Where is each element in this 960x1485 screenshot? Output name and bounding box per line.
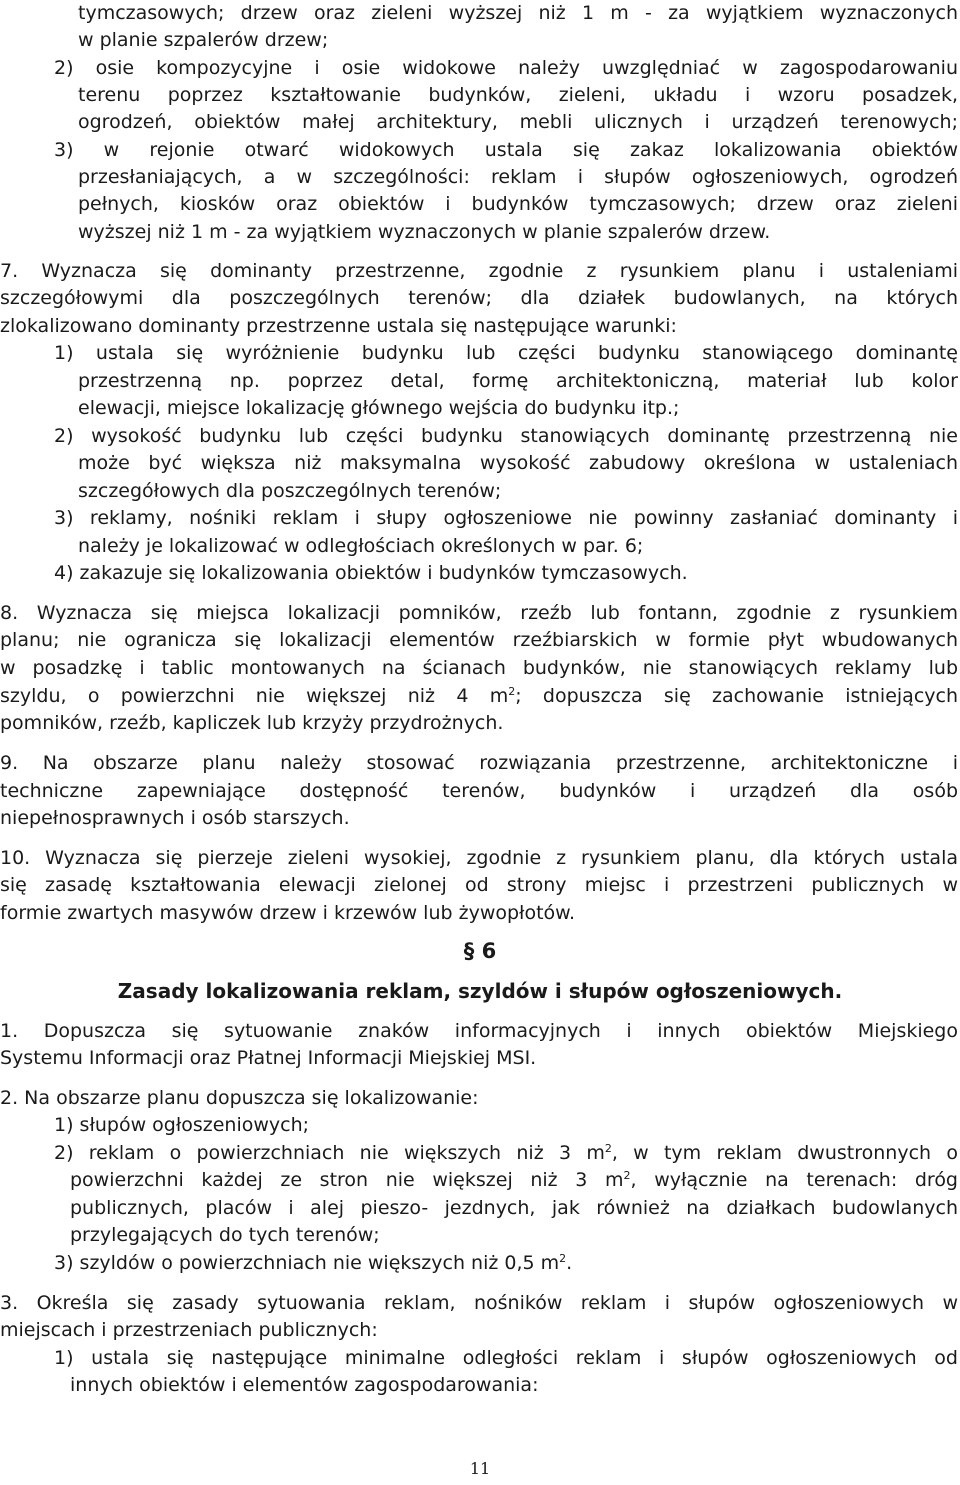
text-line: 7. Wyznacza się dominanty przestrzenne, zgodnie z rysunkiem planu i ustaleniami [0,260,958,282]
superscript-2: 2 [604,1142,612,1155]
text-line: formie zwartych masywów drzew i krzewów lub żywopłotów. [0,902,575,924]
text-line: innych obiektów i elementów zagospodarowania: [70,1374,539,1396]
text-line: przesłaniających, a w szczególności: reklam i słupów ogłoszeniowych, ogrodzeń [78,166,958,188]
text-line: szyldu, o powierzchni nie większej niż 4 $m^2$; dopuszcza się zachowanie istniejących [0,685,958,707]
text-line: techniczne zapewniające dostępność terenów, budynków i urządzeń dla osób [0,780,958,802]
text-line: niepełnosprawnych i osób starszych. [0,807,350,829]
superscript-2: 2 [623,1169,631,1182]
text-line: 8. Wyznacza się miejsca lokalizacji pomników, rzeźb lub fontann, zgodnie z rysunkiem [0,602,958,624]
text-line: 2. Na obszarze planu dopuszcza się lokalizowanie: [0,1087,479,1109]
text-line: 10. Wyznacza się pierzeje zieleni wysokiej, zgodnie z rysunkiem planu, dla których ustala [0,847,958,869]
text-line: szczegółowych dla poszczególnych terenów; [78,480,502,502]
text-line: 1) słupów ogłoszeniowych; [54,1114,310,1136]
text-line: 2) wysokość budynku lub części budynku stanowiących dominantę przestrzenną nie [54,425,958,447]
page-number: 11 [469,1459,491,1478]
text-line: publicznych, placów i alej pieszo- jezdnych, jak również na działkach budowlanych [70,1197,958,1219]
text-line: przylegających do tych terenów; [70,1224,380,1246]
text-line: wyższej niż 1 m - za wyjątkiem wyznaczonych w planie szpalerów drzew. [78,221,771,243]
text-line: planu; nie ogranicza się lokalizacji elementów rzeźbiarskich w formie płyt wbudowanych [0,629,958,651]
text-line: pomników, rzeźb, kapliczek lub krzyży przydrożnych. [0,712,504,734]
text-line: należy je lokalizować w odległościach określonych w par. 6; [78,535,644,557]
text-line: 1. Dopuszcza się sytuowanie znaków informacyjnych i innych obiektów Miejskiego [0,1020,958,1042]
text-line: 2) reklam o powierzchniach nie większych niż 3 $m^2$, w tym reklam dwustronnych o [54,1142,958,1164]
text-line: przestrzenną np. poprzez detal, formę architektoniczną, materiał lub kolor [78,370,958,392]
text-line: 3) w rejonie otwarć widokowych ustala się zakaz lokalizowania obiektów [54,139,958,161]
text-line: 3) reklamy, nośniki reklam i słupy ogłoszeniowe nie powinny zasłaniać dominanty i [54,507,958,529]
text-line: terenu poprzez kształtowanie budynków, zieleni, układu i wzoru posadzek, [78,84,958,106]
text-line: w posadzkę i tablic montowanych na ścianach budynków, nie stanowiących reklamy lub [0,657,958,679]
text-line: szczegółowymi dla poszczególnych terenów; dla działek budowlanych, na których [0,287,958,309]
text-line: 3) szyldów o powierzchniach nie większych niż 0,5 $m^2$. [54,1252,573,1274]
text-line: 3. Określa się zasady sytuowania reklam, nośników reklam i słupów ogłoszeniowych w [0,1292,958,1314]
text-line: 9. Na obszarze planu należy stosować rozwiązania przestrzenne, architektoniczne i [0,752,958,774]
text-line: w planie szpalerów drzew; [78,29,329,51]
section-title: Zasady lokalizowania reklam, szyldów i słupów ogłoszeniowych. [117,979,843,1003]
text-line: 2) osie kompozycyjne i osie widokowe należy uwzględniać w zagospodarowaniu [54,57,958,79]
text-line: może być większa niż maksymalna wysokość zabudowy określona w ustaleniach [78,452,958,474]
superscript-2: 2 [508,685,516,698]
section-sign: § 6 [463,939,497,963]
superscript-2: 2 [559,1252,567,1265]
text-line: powierzchni każdej ze stron nie większej niż 3 $m^2$, wyłącznie na terenach: dróg [70,1169,958,1191]
text-line: 4) zakazuje się lokalizowania obiektów i budynków tymczasowych. [54,562,688,584]
text-line: zlokalizowano dominanty przestrzenne ustala się następujące warunki: [0,315,677,337]
text-line: ogrodzeń, obiektów małej architektury, mebli ulicznych i urządzeń terenowych; [78,111,958,133]
text-line: 1) ustala się wyróżnienie budynku lub części budynku stanowiącego dominantę [54,342,958,364]
text-line: 1) ustala się następujące minimalne odległości reklam i słupów ogłoszeniowych od [54,1347,958,1369]
text-line: miejscach i przestrzeniach publicznych: [0,1319,378,1341]
text-line: pełnych, kiosków oraz obiektów i budynków tymczasowych; drzew oraz zieleni [78,193,958,215]
text-line: elewacji, miejsce lokalizację głównego wejścia do budynku itp.; [78,397,680,419]
text-line: Systemu Informacji oraz Płatnej Informacji Miejskiej MSI. [0,1047,537,1069]
text-line: się zasadę kształtowania elewacji zielonej od strony miejsc i przestrzeni publicznych w [0,874,958,896]
text-line: tymczasowych; drzew oraz zieleni wyższej niż 1 m - za wyjątkiem wyznaczonych [78,2,958,24]
